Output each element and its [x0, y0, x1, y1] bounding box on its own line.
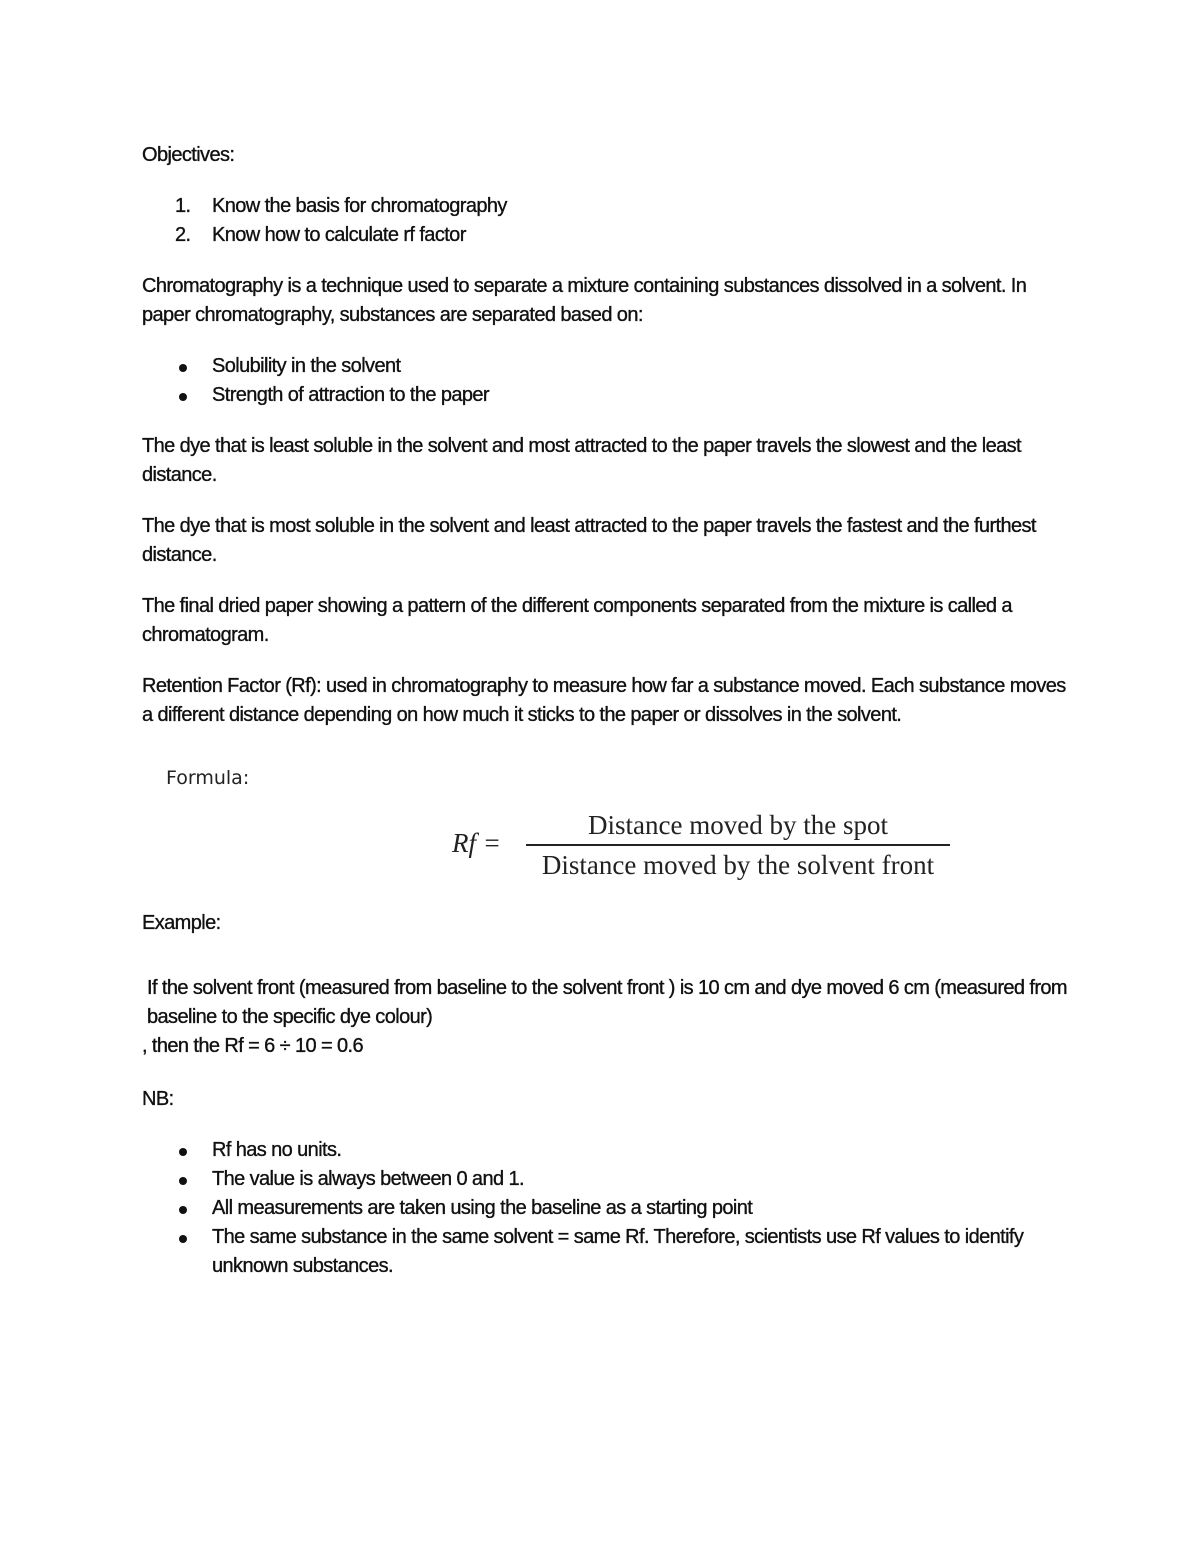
objective-item — [142, 192, 1067, 221]
nb-item — [142, 1136, 1067, 1165]
example-line-1: If the solvent front (measured from baseline to the solvent front ) is 10 cm and dye moved 6 cm (measured from baseline to the specific dye colour) — [147, 977, 1067, 1028]
basis-item — [142, 352, 1067, 381]
bullet-icon — [179, 1148, 187, 1156]
formula-denominator: Distance moved by the solvent front — [541, 850, 935, 880]
chromatogram-paragraph: The final dried paper showing a pattern of the different components separated from the mixture is called a chromatogram. — [142, 595, 1012, 646]
formula-fraction — [526, 807, 950, 883]
objectives-heading: Objectives: — [142, 144, 235, 166]
separation-basis-list — [142, 352, 1067, 410]
most-soluble-paragraph: The dye that is most soluble in the solvent and least attracted to the paper travels the fastest and the furthest distance. — [142, 515, 1036, 566]
nb-text: All measurements are taken using the baseline as a starting point — [212, 1197, 753, 1219]
nb-text: The same substance in the same solvent = same Rf. Therefore, scientists use Rf values to identify unknown substances. — [212, 1226, 1024, 1277]
objective-number: 2. — [175, 224, 191, 246]
nb-item — [142, 1223, 1067, 1281]
objective-item — [142, 221, 1067, 250]
basis-text: Solubility in the solvent — [212, 355, 401, 377]
nb-text: The value is always between 0 and 1. — [212, 1168, 524, 1190]
formula-numerator: Distance moved by the spot — [588, 810, 888, 840]
example-heading: Example: — [142, 912, 221, 934]
nb-list — [142, 1136, 1067, 1281]
objectives-list — [142, 192, 1067, 250]
nb-item — [142, 1194, 1067, 1223]
objective-number: 1. — [175, 195, 191, 217]
objective-text: Know the basis for chromatography — [212, 195, 507, 217]
basis-text: Strength of attraction to the paper — [212, 384, 489, 406]
retention-factor-paragraph: Retention Factor (Rf): used in chromatography to measure how far a substance moved. Each substance moves a different distance depending on how much it sticks to the paper or dissolves in the solvent. — [142, 675, 1066, 726]
basis-item — [142, 381, 1067, 410]
nb-text: Rf has no units. — [212, 1139, 342, 1161]
bullet-icon — [179, 393, 187, 401]
least-soluble-paragraph: The dye that is least soluble in the solvent and most attracted to the paper travels the slowest and the least distance. — [142, 435, 1021, 486]
bullet-icon — [179, 1206, 187, 1214]
rf-formula — [142, 807, 1067, 887]
fraction-bar — [526, 844, 950, 846]
example-line-2: , then the Rf = 6 ÷ 10 = 0.6 — [142, 1035, 364, 1057]
bullet-icon — [179, 1177, 187, 1185]
formula-label: Formula: — [166, 767, 250, 789]
bullet-icon — [179, 364, 187, 372]
nb-heading: NB: — [142, 1088, 174, 1110]
intro-paragraph: Chromatography is a technique used to separate a mixture containing substances dissolved in a solvent. In paper chromatography, substances are separated based on: — [142, 275, 1027, 326]
document-body — [142, 141, 1067, 1281]
objective-text: Know how to calculate rf factor — [212, 224, 466, 246]
formula-lhs: Rf = — [452, 828, 501, 858]
nb-item — [142, 1165, 1067, 1194]
bullet-icon — [179, 1235, 187, 1243]
